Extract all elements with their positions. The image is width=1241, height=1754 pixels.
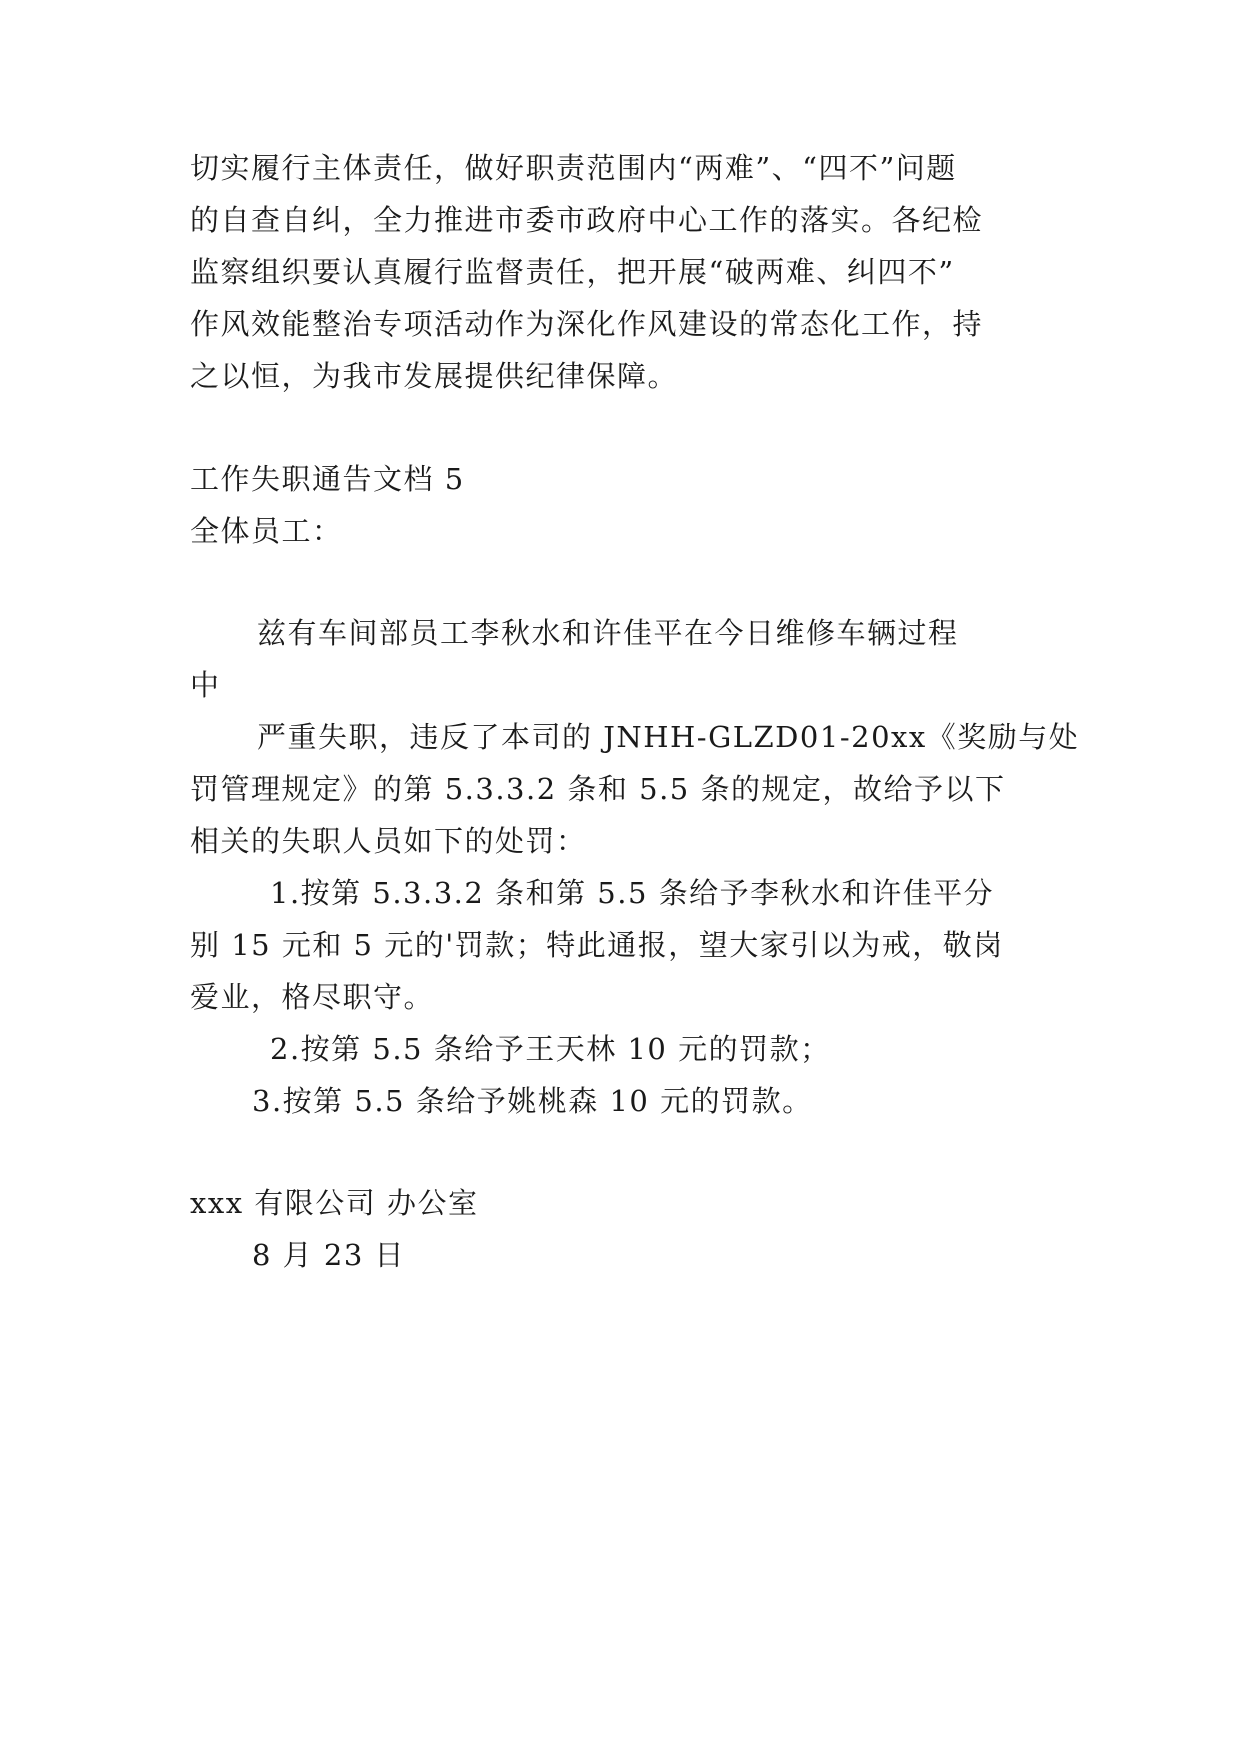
paragraph-line: 监察组织要认真履行监督责任，把开展“破两难、纠四不”: [190, 255, 955, 289]
penalty-item: 1.按第 5.3.3.2 条和第 5.5 条给予李秋水和许佳平分: [270, 876, 995, 910]
paragraph-line: 作风效能整治专项活动作为深化作风建设的常态化工作，持: [190, 307, 984, 341]
body-line: 兹有车间部员工李秋水和许佳平在今日维修车辆过程: [257, 616, 959, 650]
section-title: 工作失职通告文档 5: [190, 462, 465, 496]
paragraph-line: 的自查自纠，全力推进市委市政府中心工作的落实。各纪检: [190, 203, 984, 237]
body-line: 罚管理规定》的第 5.3.3.2 条和 5.5 条的规定，故给予以下: [190, 772, 1006, 806]
body-line: 相关的失职人员如下的处罚：: [190, 824, 587, 858]
signature-company: xxx 有限公司 办公室: [190, 1186, 479, 1220]
signature-date: 8 月 23 日: [252, 1238, 406, 1272]
body-line: 爱业，格尽职守。: [190, 980, 435, 1014]
body-line: 中: [190, 668, 221, 702]
paragraph-line: 之以恒，为我市发展提供纪律保障。: [190, 359, 679, 393]
penalty-item: 2.按第 5.5 条给予王天林 10 元的罚款；: [270, 1032, 831, 1066]
body-line: 别 15 元和 5 元的'罚款；特此通报，望大家引以为戒，敬岗: [190, 928, 1004, 962]
paragraph-line: 切实履行主体责任，做好职责范围内“两难”、“四不”问题: [190, 151, 957, 185]
penalty-item: 3.按第 5.5 条给予姚桃森 10 元的罚款。: [252, 1084, 813, 1118]
body-line: 严重失职，违反了本司的 JNHH-GLZD01-20xx《奖励与处: [257, 720, 1080, 754]
salutation: 全体员工：: [190, 514, 343, 548]
